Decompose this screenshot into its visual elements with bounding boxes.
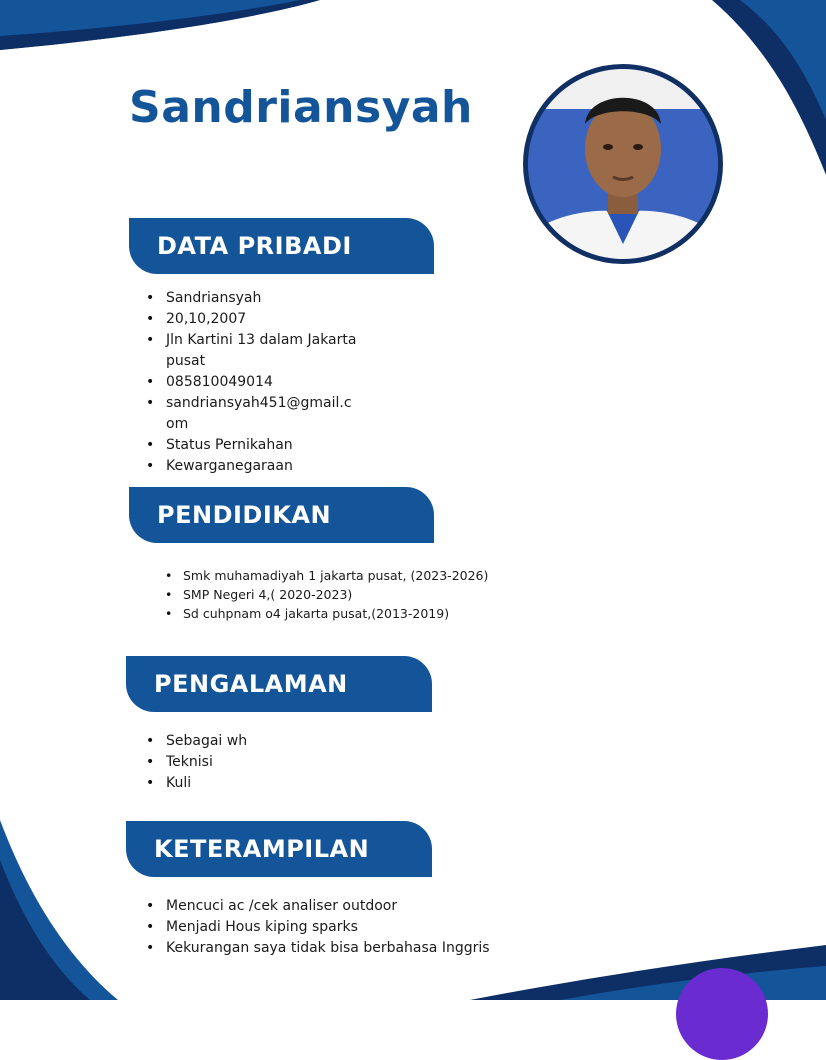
list-item: • SMP Negeri 4,( 2020-2023): [165, 585, 525, 604]
person-name: Sandriansyah: [129, 82, 473, 133]
section-title: DATA PRIBADI: [157, 232, 352, 260]
keterampilan-list: [146, 896, 526, 959]
list-item: • Sd cuhpnam o4 jakarta pusat,(2013-2019): [165, 604, 525, 623]
list-item: • Teknisi: [146, 752, 446, 773]
section-header-data-pribadi: [129, 218, 434, 274]
list-item: • Mencuci ac /cek analiser outdoor: [146, 896, 526, 917]
list-item: • Kekurangan saya tidak bisa berbahasa Inggris: [146, 938, 526, 959]
list-item: • Kuli: [146, 773, 446, 794]
list-item: • Sebagai wh: [146, 731, 446, 752]
section-header-pengalaman: [126, 656, 432, 712]
list-item: • Menjadi Hous kiping sparks: [146, 917, 526, 938]
section-header-pendidikan: [129, 487, 434, 543]
pendidikan-list: [165, 566, 525, 623]
list-item: • Status Pernikahan: [146, 435, 376, 456]
person-avatar-icon: [528, 69, 718, 259]
data-pribadi-list: [146, 288, 376, 477]
list-item: • Sandriansyah: [146, 288, 376, 309]
list-item: • 085810049014: [146, 372, 376, 393]
section-title: PENGALAMAN: [154, 670, 348, 698]
section-title: PENDIDIKAN: [157, 501, 332, 529]
list-item: • Kewarganegaraan: [146, 456, 376, 477]
list-item: • sandriansyah451@gmail.com: [146, 393, 356, 435]
section-title: KETERAMPILAN: [154, 835, 370, 863]
profile-photo: [523, 64, 723, 264]
section-header-keterampilan: [126, 821, 432, 877]
list-item: • 20,10,2007: [146, 309, 376, 330]
list-item: • Jln Kartini 13 dalam Jakarta pusat: [146, 330, 366, 372]
list-item: • Smk muhamadiyah 1 jakarta pusat, (2023-2026): [165, 566, 525, 585]
floating-action-button[interactable]: [676, 968, 768, 1060]
pengalaman-list: [146, 731, 446, 794]
